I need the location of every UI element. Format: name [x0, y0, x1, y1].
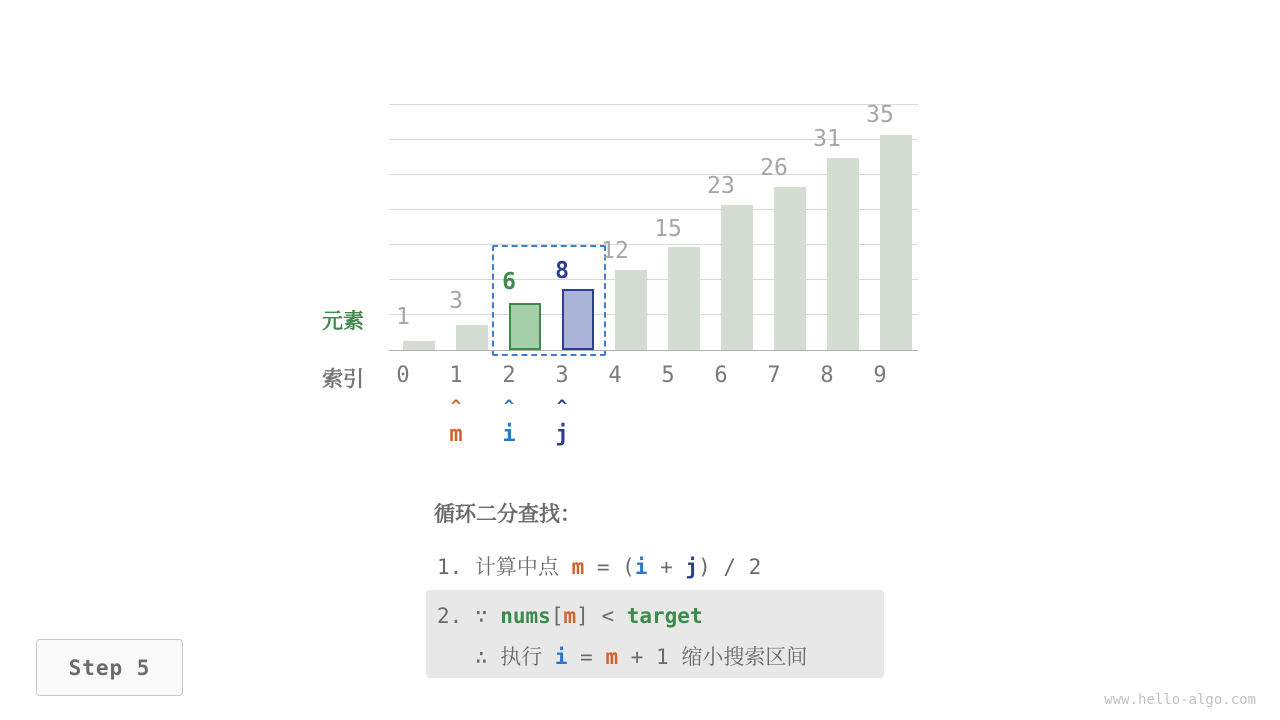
index-cell-3: 3 [555, 363, 569, 388]
bar-7 [774, 187, 806, 350]
caret-i-icon: ^ [503, 397, 515, 417]
line1-m: m [571, 555, 585, 579]
line2-nums: nums [500, 604, 551, 628]
line2-lt: < [588, 604, 627, 628]
line1-eq: = ( [584, 555, 635, 579]
row-label-index: 索引 [322, 367, 364, 391]
caption-line-2b [437, 641, 807, 671]
bar-4 [615, 270, 647, 350]
caption-title: 循环二分查找： [434, 502, 581, 526]
index-cell-2: 2 [502, 363, 516, 388]
index-cell-0: 0 [396, 363, 410, 388]
bar-value-9: 35 [866, 102, 894, 128]
bar-value-4: 12 [601, 238, 629, 264]
pointer-label-j: j [555, 422, 569, 447]
line2-bracket-open: [ [550, 604, 564, 628]
line2-m2: m [605, 645, 619, 669]
index-cell-4: 4 [608, 363, 622, 388]
bar-value-3: 8 [555, 258, 569, 284]
line1-i: i [634, 555, 648, 579]
line2-i: i [554, 645, 568, 669]
line2-m: m [563, 604, 577, 628]
bar-9 [880, 135, 912, 350]
line2-target: target [626, 604, 703, 628]
line1-div: ) / 2 [698, 555, 762, 579]
line1-plus: + [647, 555, 686, 579]
index-cell-8: 8 [820, 363, 834, 388]
pointer-label-m: m [449, 422, 463, 447]
bar-6 [721, 205, 753, 350]
line2-because: ∵ [474, 604, 501, 628]
index-cell-6: 6 [714, 363, 728, 388]
bar-1 [456, 325, 488, 350]
line2-bracket-close: ] [576, 604, 589, 628]
bar-5 [668, 247, 700, 350]
index-cell-1: 1 [449, 363, 463, 388]
index-cell-9: 9 [873, 363, 887, 388]
caption-line-1 [437, 551, 761, 581]
step-badge: Step 5 [36, 639, 183, 696]
bar-value-8: 31 [813, 126, 841, 152]
bar-8 [827, 158, 859, 350]
line2-plus-one: + 1 [618, 645, 682, 669]
bar-value-0: 1 [396, 304, 410, 330]
line2-num: 2. [437, 604, 463, 628]
bar-0 [403, 341, 435, 350]
bar-value-1: 3 [449, 288, 463, 314]
index-cell-5: 5 [661, 363, 675, 388]
line2-assign: = [567, 645, 606, 669]
caret-m-icon: ^ [450, 397, 462, 417]
x-axis-line [389, 350, 918, 351]
line2-therefore: ∴ 执行 [474, 645, 555, 669]
caret-j-icon: ^ [556, 397, 568, 417]
bar-value-6: 23 [707, 173, 735, 199]
watermark: www.hello-algo.com [1104, 692, 1256, 708]
line1-j: j [685, 555, 699, 579]
index-cell-7: 7 [767, 363, 781, 388]
row-label-element: 元素 [322, 309, 364, 333]
bar-value-5: 15 [654, 216, 682, 242]
line2-tail: 缩小搜索区间 [681, 645, 808, 669]
line1-prefix: 1. 计算中点 [437, 555, 572, 579]
pointer-label-i: i [502, 422, 516, 447]
caption-line-2a [437, 604, 703, 628]
bar-value-2: 6 [502, 269, 516, 295]
bar-value-7: 26 [760, 155, 788, 181]
